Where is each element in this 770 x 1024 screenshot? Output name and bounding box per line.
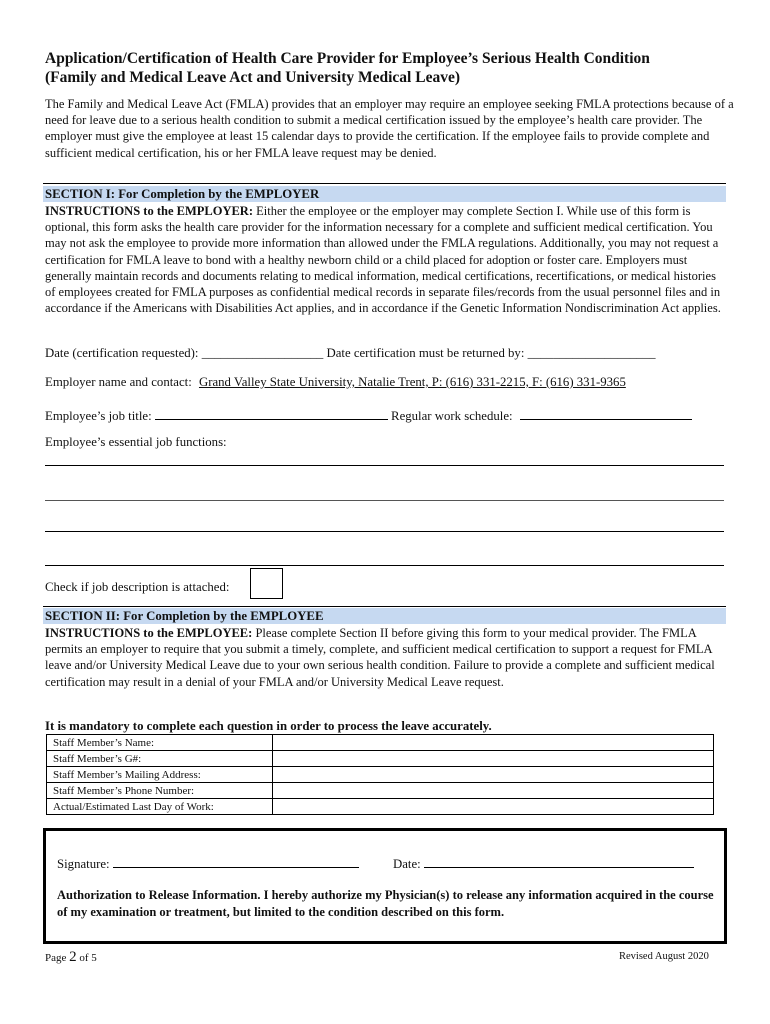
phone-number-field[interactable] — [273, 783, 714, 799]
signature-label: Signature: — [57, 857, 110, 871]
table-row — [47, 751, 714, 767]
section2-instructions-label: INSTRUCTIONS to the EMPLOYEE: — [45, 626, 253, 640]
section1-instructions-label: INSTRUCTIONS to the EMPLOYER: — [45, 204, 254, 218]
section1-instructions — [45, 203, 727, 316]
table-row — [47, 799, 714, 815]
g-number-field[interactable] — [273, 751, 714, 767]
form-title-line1: Application/Certification of Health Care Provider for Employee’s Serious Health Condition — [45, 50, 650, 67]
row-label: Staff Member’s Name: — [47, 735, 273, 751]
signature-box — [43, 828, 727, 944]
essential-functions-line[interactable] — [45, 531, 724, 532]
job-description-checkbox[interactable] — [250, 568, 283, 599]
job-title-field[interactable] — [155, 407, 388, 420]
form-title-line2: (Family and Medical Leave Act and University Medical Leave) — [45, 69, 460, 86]
date-requested-field[interactable]: ___________________ — [201, 346, 324, 360]
essential-functions-label: Employee’s essential job functions: — [45, 435, 227, 449]
authorization-statement: Authorization to Release Information. I hereby authorize my Physician(s) to release any information acquired in the course of my examination or treatment, but limited to the condition described on this form. — [57, 888, 714, 919]
section2-header: SECTION II: For Completion by the EMPLOYEE — [43, 608, 726, 624]
section-divider — [43, 183, 726, 184]
row-label: Staff Member’s G#: — [47, 751, 273, 767]
row-label: Actual/Estimated Last Day of Work: — [47, 799, 273, 815]
employer-row — [45, 375, 626, 390]
essential-functions-line[interactable] — [45, 465, 724, 466]
row-label: Staff Member’s Mailing Address: — [47, 767, 273, 783]
date-fields-row — [45, 346, 656, 361]
schedule-label: Regular work schedule: — [391, 409, 513, 423]
signature-row — [57, 855, 359, 872]
essential-functions-line[interactable] — [45, 500, 724, 501]
signature-date-field[interactable] — [424, 855, 694, 868]
page-suffix: of 5 — [79, 952, 97, 964]
job-description-check-label: Check if job description is attached: — [45, 580, 230, 594]
signature-date-label: Date: — [393, 857, 421, 871]
revision-date: Revised August 2020 — [619, 951, 709, 962]
date-return-field[interactable]: ____________________ — [527, 346, 656, 360]
row-label: Staff Member’s Phone Number: — [47, 783, 273, 799]
page-num: 2 — [69, 949, 77, 965]
form-title — [45, 49, 735, 87]
date-return-label: Date certification must be returned by: — [326, 346, 525, 360]
page-number — [45, 949, 97, 966]
signature-field[interactable] — [113, 855, 359, 868]
mailing-address-field[interactable] — [273, 767, 714, 783]
table-row — [47, 767, 714, 783]
schedule-field[interactable] — [520, 407, 692, 420]
last-day-field[interactable] — [273, 799, 714, 815]
table-row — [47, 735, 714, 751]
section2-instructions-text: Please complete Section II before giving this form to your medical provider. The FMLA permits an employer to require that you submit a timely, complete, and sufficient medical certification to support a request for FMLA leave and/or University Medical Leave due to your own serious health condition. Failure to provide a complete and sufficient medical certification may result in a denial of your FMLA and/or University Medical Leave request. — [45, 626, 715, 689]
job-title-label: Employee’s job title: — [45, 409, 152, 423]
mandatory-notice: It is mandatory to complete each question in order to process the leave accurately. — [45, 719, 492, 733]
table-row — [47, 783, 714, 799]
employee-info-table — [46, 734, 714, 815]
sig-date-row — [393, 855, 694, 872]
employer-value-field[interactable]: Grand Valley State University, Natalie Trent, P: (616) 331-2215, F: (616) 331-9365 — [198, 375, 626, 389]
date-requested-label: Date (certification requested): — [45, 346, 199, 360]
name-field[interactable] — [273, 735, 714, 751]
section1-instructions-text: Either the employee or the employer may complete Section I. While use of this form is optional, this form asks the health care provider for the information necessary for a complete and sufficient medical certification. You may not ask the employee to provide more information than allowed under the FMLA regulations. Additionally, you may not request a certification for FMLA leave to bond with a healthy newborn child or a child placed for adoption or foster care. Employers must generally maintain records and documents relating to medical information, medical certifications, recertifications, or medical histories of employees created for FMLA purposes as confidential medical records in separate files/records from the usual personnel files and in accordance if the Americans with Disabilities Act applies, and in accordance if the Genetic Information Nondiscrimination Act applies. — [45, 204, 721, 316]
page-prefix: Page — [45, 952, 67, 964]
employer-label: Employer name and contact: — [45, 375, 192, 389]
section-divider — [43, 606, 726, 607]
section1-header: SECTION I: For Completion by the EMPLOYER — [43, 186, 726, 202]
job-title-row — [45, 407, 692, 424]
intro-paragraph: The Family and Medical Leave Act (FMLA) provides that an employer may require an employee seeking FMLA protections because of a need for leave due to a serious health condition to submit a medical certification issued by the employee’s health care provider. The employer must give the employee at least 15 calendar days to provide the certification. If the employee fails to provide complete and sufficient medical certification, his or her FMLA leave request may be denied. — [45, 97, 734, 160]
section2-instructions — [45, 625, 727, 690]
essential-functions-line[interactable] — [45, 565, 724, 566]
